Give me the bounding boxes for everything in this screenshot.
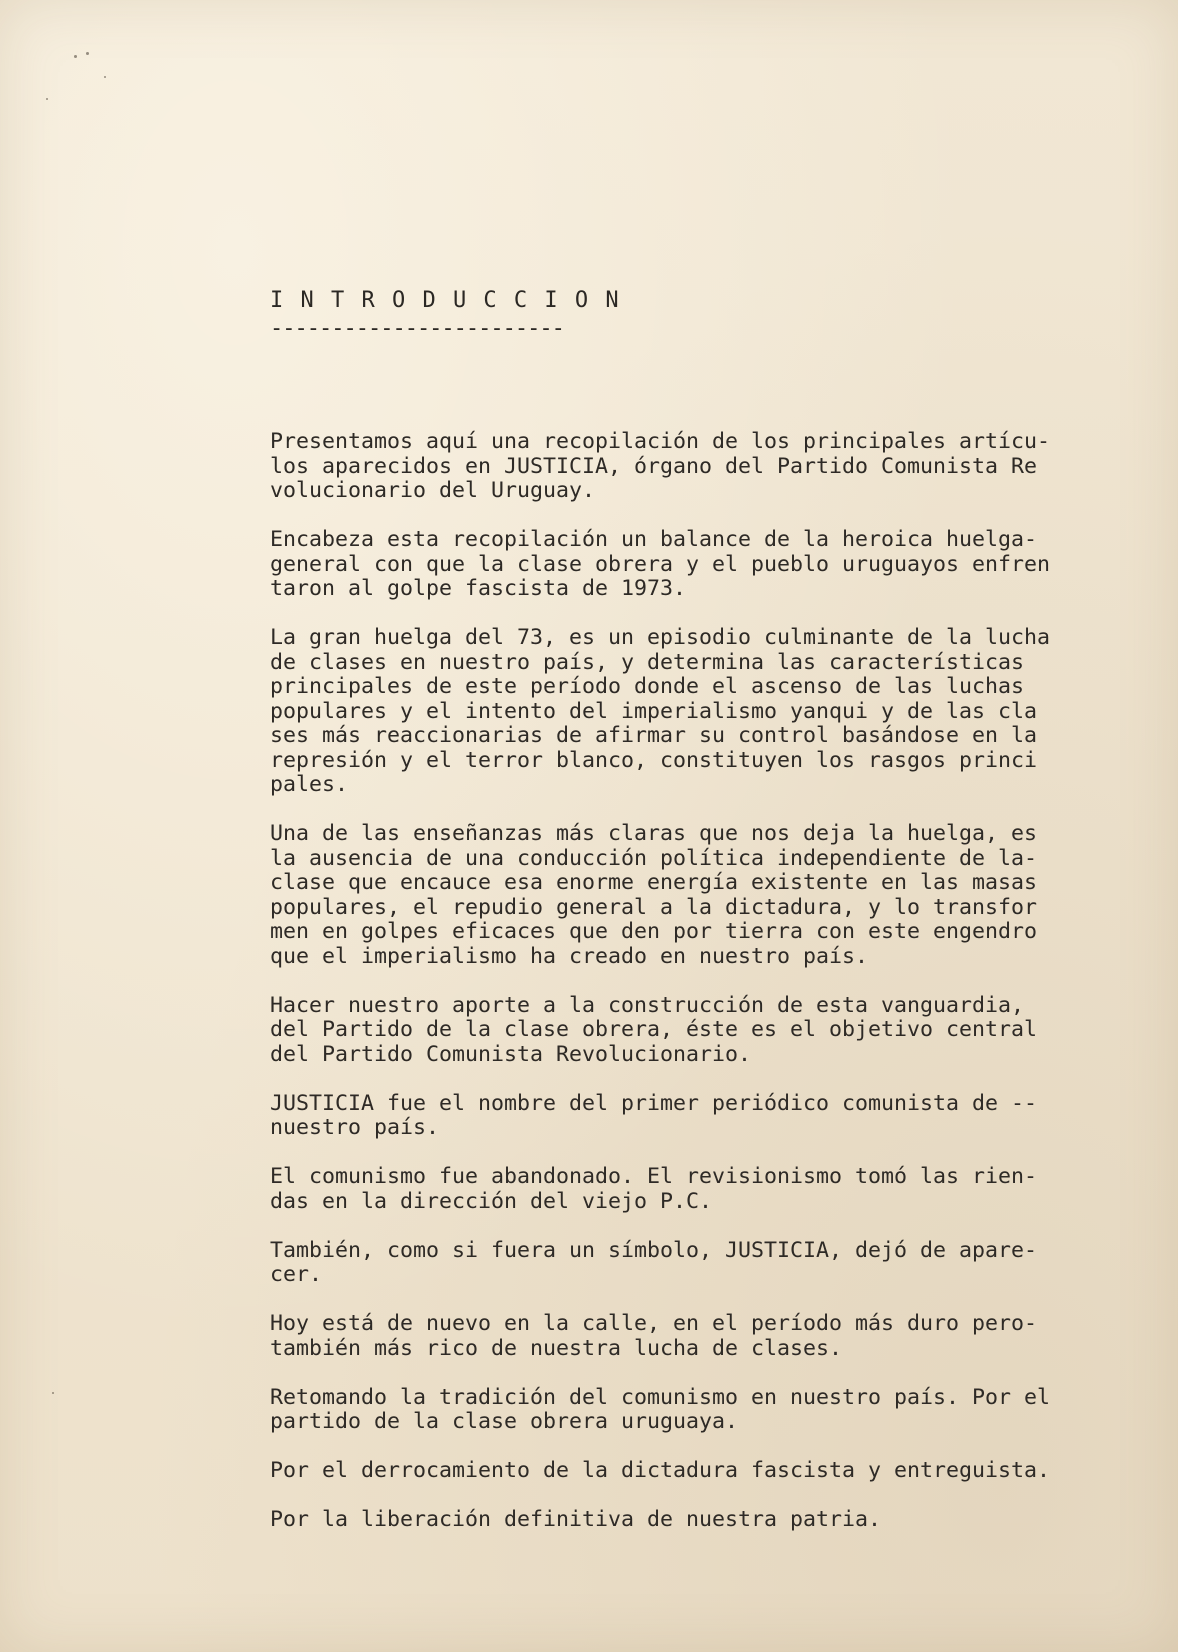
- heading-underline: ------------------------: [270, 316, 564, 341]
- text-line: Por el derrocamiento de la dictadura fascista y entreguista.: [270, 1458, 1051, 1483]
- paragraph: [270, 430, 1150, 504]
- document-heading: I N T R O D U C C I O N: [270, 288, 621, 313]
- text-line: del Partido de la clase obrera, éste es el objetivo central: [270, 1017, 1038, 1042]
- text-line: El comunismo fue abandonado. El revisionismo tomó las rien-: [270, 1164, 1038, 1189]
- paragraph: [270, 822, 1150, 969]
- text-line: partido de la clase obrera uruguaya.: [270, 1409, 739, 1434]
- paragraph: [270, 1459, 1150, 1484]
- text-line: Hacer nuestro aporte a la construcción de esta vanguardia,: [270, 992, 1025, 1018]
- text-line: Hoy está de nuevo en la calle, en el período más duro pero-: [270, 1311, 1038, 1336]
- text-line: La gran huelga del 73, es un episodio culminante de la lucha: [270, 625, 1051, 650]
- text-line: ses más reaccionarias de afirmar su control basándose en la: [270, 723, 1038, 748]
- text-line: clase que encauce esa enorme energía existente en las masas: [270, 870, 1038, 895]
- paper-speck: [52, 1392, 54, 1394]
- paragraph: [270, 1239, 1150, 1288]
- paper-speck: [104, 76, 106, 78]
- text-line: de clases en nuestro país, y determina las características: [270, 649, 1025, 675]
- text-line: Retomando la tradición del comunismo en nuestro país. Por el: [270, 1384, 1051, 1410]
- text-line: que el imperialismo ha creado en nuestro país.: [270, 943, 869, 969]
- text-line: nuestro país.: [270, 1115, 440, 1140]
- text-line: Presentamos aquí una recopilación de los principales artícu-: [270, 429, 1051, 454]
- text-line: Encabeza esta recopilación un balance de la heroica huelga-: [270, 527, 1038, 552]
- text-line: represión y el terror blanco, constituyen los rasgos princi: [270, 747, 1038, 773]
- text-line: das en la dirección del viejo P.C.: [270, 1188, 713, 1214]
- text-line: populares y el intento del imperialismo yanqui y de las cla: [270, 698, 1038, 724]
- document-body: [270, 430, 1150, 1557]
- paragraph: [270, 1165, 1150, 1214]
- paper-speck: [46, 98, 48, 100]
- text-line: los aparecidos en JUSTICIA, órgano del Partido Comunista Re: [270, 453, 1038, 479]
- paragraph: [270, 626, 1150, 798]
- paragraph: [270, 1386, 1150, 1435]
- text-line: taron al golpe fascista de 1973.: [270, 576, 687, 601]
- paragraph: [270, 528, 1150, 602]
- paragraph: [270, 994, 1150, 1068]
- text-line: men en golpes eficaces que den por tierra con este engendro: [270, 919, 1038, 944]
- text-line: JUSTICIA fue el nombre del primer periódico comunista de --: [270, 1090, 1038, 1116]
- text-line: cer.: [270, 1262, 323, 1287]
- text-line: pales.: [270, 772, 349, 797]
- paper-speck: [74, 55, 77, 58]
- text-line: Por la liberación definitiva de nuestra patria.: [270, 1507, 882, 1532]
- text-line: También, como si fuera un símbolo, JUSTICIA, dejó de apare-: [270, 1237, 1038, 1263]
- text-line: del Partido Comunista Revolucionario.: [270, 1041, 752, 1067]
- text-line: Una de las enseñanzas más claras que nos deja la huelga, es: [270, 821, 1038, 846]
- text-line: principales de este período donde el ascenso de las luchas: [270, 674, 1025, 699]
- text-line: populares, el repudio general a la dictadura, y lo transfor: [270, 894, 1038, 920]
- text-line: también más rico de nuestra lucha de clases.: [270, 1335, 843, 1361]
- text-line: la ausencia de una conducción política independiente de la-: [270, 845, 1038, 871]
- paper-speck: [86, 52, 89, 55]
- paragraph: [270, 1508, 1150, 1533]
- paragraph: [270, 1092, 1150, 1141]
- paragraph: [270, 1312, 1150, 1361]
- text-line: volucionario del Uruguay.: [270, 478, 596, 503]
- text-line: general con que la clase obrera y el pueblo uruguayos enfren: [270, 551, 1051, 577]
